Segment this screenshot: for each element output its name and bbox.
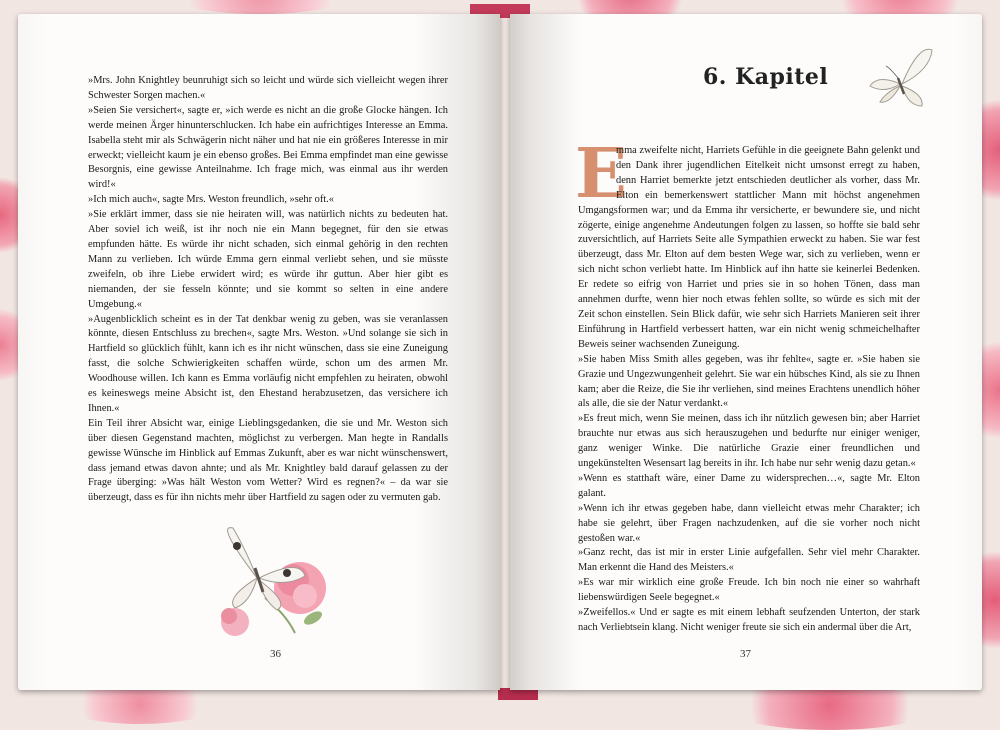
paragraph: »Seien Sie versichert«, sagte er, »ich werde es nicht an die große Glocke hängen. Ich werde meinen Ärger hinunterschlucken. Ich habe ein aufrichtiges Interesse an Emma. Isabella steht mir als Schwägerin nicht näher und hat nie ein größeres Interesse in mir erweckt; vielleicht kaum je ein ebenso großes. Bei Emma empfindet man eine gewisse Besorgnis, eine gewisse Anteilnahme. Ich frage mich, was einmal aus ihr werden wird!« bbox=[88, 104, 448, 191]
background-rose bbox=[60, 684, 220, 724]
left-page-text bbox=[88, 74, 448, 506]
background-rose bbox=[160, 0, 360, 14]
butterfly-illustration bbox=[864, 44, 936, 116]
paragraph: »Augenblicklich scheint es in der Tat denkbar wenig zu geben, was sie veranlassen könnte, diesen Entschluss zu brechen«, sagte Mrs. Weston. »Und solange sie sich in Hartfield so glücklich fühlt, kann ich es ihr nicht wünschen, dass sie eine Zuneigung fasst, die solche Schwierigkeiten schaffen würde, schon um des armen Mr. Woodhouse willen. Ich kann es Emma vorläufig nicht empfehlen zu heiraten, obwohl es keineswegs meine Absicht ist, den Ehestand herabzusetzen, das versichere ich Ihnen.« bbox=[88, 313, 448, 414]
first-paragraph bbox=[578, 144, 920, 353]
paragraph: »Wenn es statthaft wäre, einer Dame zu widersprechen…«, sagte Mr. Elton galant. bbox=[578, 472, 920, 499]
paragraph: »Wenn ich ihr etwas gegeben habe, dann vielleicht etwas mehr Charakter; ich habe sie gelehrt, über Fragen nachzudenken, auf die sie vorher noch nicht gestoßen war.« bbox=[578, 502, 920, 544]
paragraph: »Mrs. John Knightley beunruhigt sich so leicht und würde sich vielleicht wegen ihrer Schwester Sorgen machen.« bbox=[88, 75, 448, 101]
paragraph: »Sie haben Miss Smith alles gegeben, was ihr fehlte«, sagte er. »Sie haben sie Grazie und Ungezwungenheit gelehrt. Sie war ein hübsches Kind, als sie zu Ihnen kam; aber die Reize, die Sie ihr verliehen, sind meines Erachtens unendlich höher als alle, die sie der Natur verdankt.« bbox=[578, 353, 920, 410]
drop-cap: E bbox=[575, 134, 627, 214]
paragraph: »Ich mich auch«, sagte Mrs. Weston freundlich, »sehr oft.« bbox=[88, 194, 334, 206]
page-number: 37 bbox=[740, 648, 751, 660]
paragraph: »Es freut mich, wenn Sie meinen, dass ich ihr nützlich gewesen bin; aber Harriet brauchte nur etwas aus sich herauszugehen und bedurfte nur einiger weniger, ganz weniger Winke. Die natürliche Grazie einer freundlichen und ungekünstelten Wesensart lag bereits in ihr. Ich habe nur sehr wenig dazu getan.« bbox=[578, 413, 920, 470]
paragraph: »Ganz recht, das ist mir in erster Linie aufgefallen. Sehr viel mehr Charakter. Man erkennt die Hand des Meisters.« bbox=[578, 547, 920, 574]
first-paragraph-text: mma zweifelte nicht, Harriets Gefühle in die geeignete Bahn gelenkt und den Dank ihrer jugendlichen Eitelkeit nicht umsonst erregt zu haben, denn Harriet bemerkte jetzt entschieden deutlicher als vorher, dass Mr. Elton ein bemerkenswert stattlicher Mann mit höchst angenehmen Umgangsformen war; und da Emma ihr versicherte, er bewundere sie, und nicht zögerte, einige angenehme Andeutungen folgen zu lassen, so hoffte sie bald sehr zuversichtlich, auf Harriets Seite alle Sympathien erweckt zu haben. Sie war fest überzeugt, dass Mr. Elton auf dem besten Wege war, sich zu verlieben, wenn er sich nicht schon verliebt hatte. Im Hinblick auf ihn hatte sie keinerlei Bedenken. Er redete so eifrig von Harriet und pries sie in so hohen Tönen, dass man annehmen durfte, wenn hier noch etwas fehlen sollte, so würde es sich mit der Zeit schon einstellen. Sein Blick dafür, wie sehr sich Harriets Manieren seit ihrer Einführung in Hartfield verbessert hatten, war ein nicht wenig schmeichelhafter Beweis seiner wachsenden Zuneigung. bbox=[578, 145, 920, 350]
paragraph: »Sie erklärt immer, dass sie nie heiraten will, was natürlich nichts zu bedeuten hat. Aber soviel ich weiß, ist ihr noch nie ein Mann begegnet, für den sie etwas empfunden hätte. Es würde ihr nicht schaden, sich einmal gehörig in den rechten Mann zu verlieben. Ich würde Emma gern einmal verliebt sehen, und sie müsste zweifeln, ob ihre Liebe erwidert wird; es würde ihr guttun. Aber hier gibt es niemanden, der sie fesseln könnte; und sie kommt so selten in eine andere Umgebung.« bbox=[88, 209, 448, 310]
butterfly-flower-illustration bbox=[205, 518, 340, 640]
paragraph: »Es war mir wirklich eine große Freude. Ich bin noch nie einer so wahrhaft liebenswürdigen Seele begegnet.« bbox=[578, 577, 920, 604]
right-page-text bbox=[578, 144, 920, 636]
page-number: 36 bbox=[270, 648, 281, 660]
paragraph: »Zweifellos.« Und er sagte es mit einem lebhaft seufzenden Unterton, der stark nach Verliebtsein klang. Nicht weniger freute sie sich ein andermal über die Art, bbox=[578, 607, 920, 633]
paragraph: Ein Teil ihrer Absicht war, einige Lieblingsgedanken, die sie und Mr. Weston sich über diesen Gegenstand machten, möglichst zu verbergen. Man hegte in Randalls gewisse Wünsche im Hinblick auf Emmas Zukunft, aber es war nicht wünschenswert, dass jemand etwas davon ahnte; und als Mr. Knightley bald darauf gelassen zu der Frage überging: »Was hält Weston vom Wetter? Wird es regnen?« – da war sie überzeugt, dass es für ihn nichts mehr über Hartfield zu sagen oder zu vermuten gab. bbox=[88, 417, 448, 504]
chapter-title: 6. Kapitel bbox=[703, 64, 829, 90]
